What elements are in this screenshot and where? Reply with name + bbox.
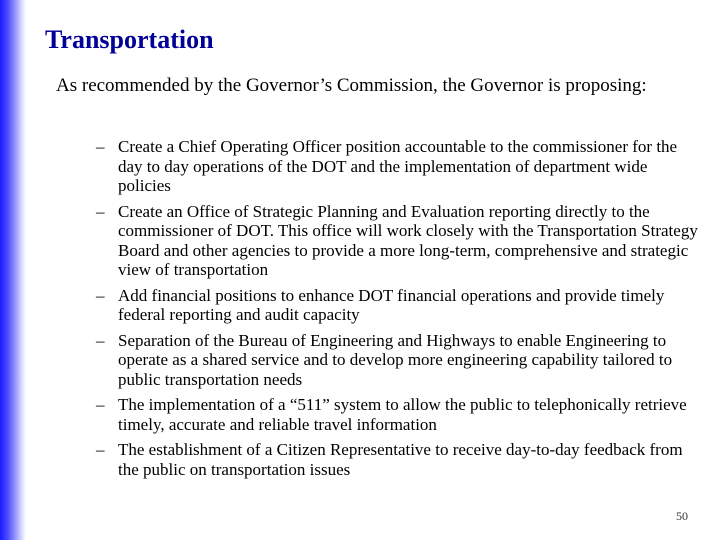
- list-item: [96, 286, 700, 325]
- list-item: [96, 137, 700, 196]
- proposal-list: [96, 137, 700, 485]
- list-item-text: The implementation of a “511” system to allow the public to telephonically retrieve timely, accurate and reliable travel information: [118, 395, 687, 434]
- list-item-text: Create an Office of Strategic Planning and Evaluation reporting directly to the commissioner of DOT. This office will work closely with the Transportation Strategy Board and other agencies to provide a more long-term, comprehensive and strategic view of transportation: [118, 201, 698, 279]
- list-item-text: The establishment of a Citizen Representative to receive day-to-day feedback from the public on transportation issues: [118, 440, 683, 479]
- list-item-text: Separation of the Bureau of Engineering and Highways to enable Engineering to operate as a shared service and to develop more engineering capability tailored to public transportation needs: [118, 330, 673, 389]
- list-item: [96, 440, 700, 479]
- list-item: [96, 331, 700, 390]
- slide-title: Transportation: [45, 25, 214, 54]
- list-item-text: Add financial positions to enhance DOT financial operations and provide timely federal reporting and audit capacity: [118, 285, 665, 324]
- dash-bullet: –: [96, 330, 105, 350]
- dash-bullet: –: [96, 395, 105, 414]
- dash-bullet: –: [96, 201, 105, 221]
- page-number: 50: [676, 509, 688, 523]
- dash-bullet: –: [96, 285, 105, 305]
- intro-text: As recommended by the Governor’s Commission, the Governor is proposing:: [56, 75, 647, 96]
- left-accent-bar: [0, 0, 26, 540]
- dash-bullet: –: [96, 440, 105, 459]
- dash-bullet: –: [96, 137, 105, 156]
- list-item: [96, 395, 700, 434]
- list-item: [96, 202, 700, 280]
- list-item-text: Create a Chief Operating Officer position accountable to the commissioner for the day to day operations of the DOT and the implementation of department wide policies: [118, 137, 678, 195]
